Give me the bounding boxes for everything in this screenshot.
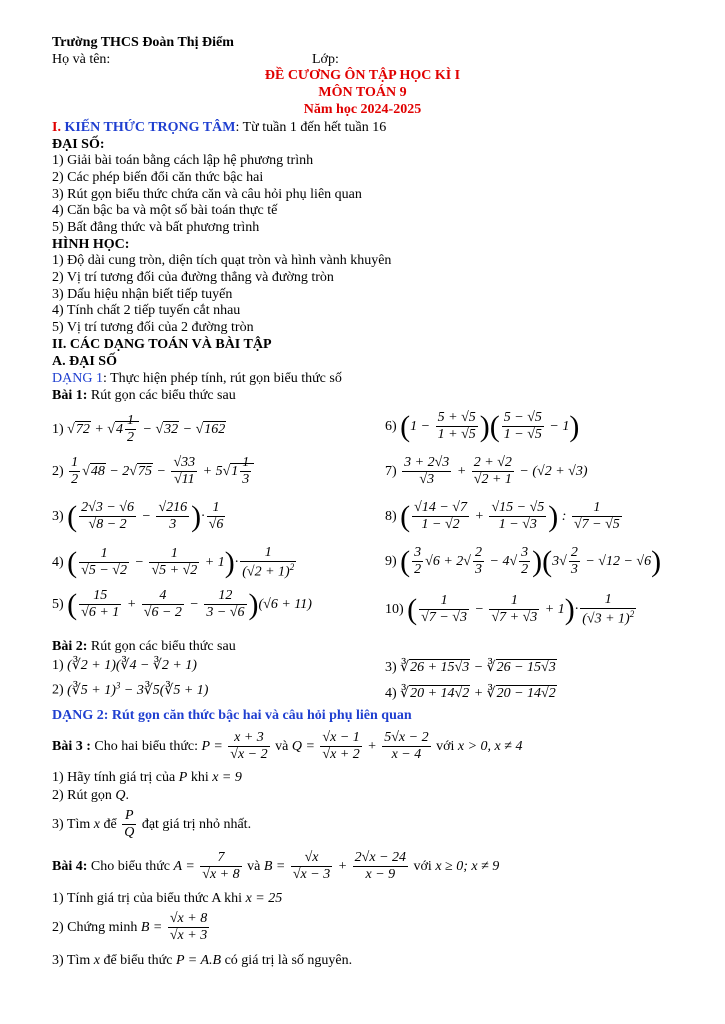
geometry-heading: HÌNH HỌC:: [52, 237, 130, 252]
section1-prefix: I.: [52, 120, 65, 135]
bai4-question-2: 2) Chứng minh B = $\frac{√x + 8}{√x + 3}$: [52, 911, 208, 944]
bai1-number: 10): [385, 602, 404, 618]
bai2-expr-3: 3) ∛26 + 15√3 − ∛26 − 15√3: [385, 660, 556, 675]
section2-title: II. CÁC DẠNG TOÁN VÀ BÀI TẬP: [52, 337, 272, 352]
bai1-number: 9): [385, 553, 397, 569]
algebra-item: 3) Rút gọn biểu thức chứa căn và câu hỏi phụ liên quan: [52, 187, 362, 202]
geometry-item: 5) Vị trí tương đối của 2 đường tròn: [52, 320, 254, 335]
bai3-statement: Bài 3 : Cho hai biểu thức: P = $\frac{x + 3}{√x - 2}$ và Q = $\frac{√x - 1}{√x + 2}$ + $\frac{5√x - 2}{x - 4}$ với x > 0, x ≠ 4: [52, 730, 523, 763]
bai1-label: Bài 1:: [52, 388, 88, 403]
bai2-expr-4: 4) ∛20 + 14√2 + ∛20 − 14√2: [385, 686, 556, 701]
geometry-item: 4) Tính chất 2 tiếp tuyến cắt nhau: [52, 303, 241, 318]
bai1-expr-4: 4) ( $\frac{1}{√5 - √2}$ − $\frac{1}{√5 + √2}$ + 1)· $\frac{1}{(√2 + 1)^2}$: [52, 545, 295, 580]
bai1-number: 4): [52, 555, 64, 571]
dang2-heading: DẠNG 2: Rút gọn căn thức bậc hai và câu hỏi phụ liên quan: [52, 708, 412, 723]
bai4-label: Bài 4:: [52, 858, 88, 874]
algebra-item: 2) Các phép biến đổi căn thức bậc hai: [52, 170, 264, 185]
bai3-question-2: 2) Rút gọn Q.: [52, 788, 130, 803]
bai2-expr-2: 2) (∛5 + 1)$^3$ − 3∛5(∛5 + 1): [52, 680, 209, 698]
bai1-number: 1): [52, 421, 64, 437]
dang1-text: : Thực hiện phép tính, rút gọn biểu thức số: [102, 371, 342, 386]
doc-title-3: Năm học 2024-2025: [303, 102, 422, 117]
bai1-expr-8: 8) ( $\frac{√14 - √7}{1 - √2}$ + $\frac{√15 - √5}{1 - √3}$ ) : $\frac{1}{√7 - √5}$: [385, 499, 620, 533]
bai4-statement: Bài 4: Cho biểu thức A = $\frac{7}{√x + 8}$ và B = $\frac{√x}{√x - 3}$ + $\frac{2√x - 24}{x - 9}$ với x ≥ 0; x ≠ 9: [52, 850, 500, 883]
bai1-expr-6: 6) (1 − $\frac{5 + √5}{1 + √5}$ )( $\frac{5 - √5}{1 - √5}$ − 1): [385, 409, 580, 443]
bai1-expr-1: 1) √72 + √4 $\frac{1}{2}$ − √32 − √162: [52, 413, 226, 446]
bai4-question-1: 1) Tính giá trị của biểu thức A khi x = 25: [52, 891, 283, 906]
bai2-number: 3): [385, 660, 397, 675]
bai2-expr-1: 1) (∛2 + 1)(∛4 − ∛2 + 1): [52, 658, 197, 673]
bai1-number: 2): [52, 463, 64, 479]
dang1-label: DẠNG 1: [52, 371, 103, 386]
name-label: Họ và tên:: [52, 52, 111, 67]
bai2-label: Bài 2:: [52, 639, 88, 654]
bai1-expr-7: 7) $\frac{3 + 2√3}{√3}$ + $\frac{2 + √2}{√2 + 1}$ − (√2 + √3): [385, 455, 588, 488]
bai3-with: với: [436, 738, 455, 754]
bai3-label: Bài 3 :: [52, 738, 91, 754]
bai2-text: Rút gọn các biểu thức sau: [87, 639, 236, 654]
algebra-heading: ĐẠI SỐ:: [52, 137, 105, 152]
bai1-expr-2: 2) $\frac{1}{2}$ √48 − 2√75 − $\frac{√33}{√11}$ + 5√1 $\frac{1}{3}$: [52, 455, 254, 488]
bai3-question-1: 1) Hãy tính giá trị của P khi x = 9: [52, 770, 242, 785]
bai4-and: và: [247, 858, 261, 874]
dang1-heading: [52, 371, 342, 388]
bai4-text: Cho biểu thức: [87, 858, 171, 874]
bai3-question-3: 3) Tìm x để $\frac{P}{Q}$ đạt giá trị nhỏ nhất.: [52, 808, 252, 841]
bai1-text: Rút gọn các biểu thức sau: [87, 388, 236, 403]
bai1-number: 3): [52, 508, 64, 524]
bai1-expr-10: 10) ( $\frac{1}{√7 - √3}$ − $\frac{1}{√7 + √3}$ + 1)· $\frac{1}{(√3 + 1)^2}$: [385, 592, 635, 627]
school-name: Trường THCS Đoàn Thị Điểm: [52, 35, 234, 50]
bai1-expr-5: 5) ( $\frac{15}{√6 + 1}$ + $\frac{4}{√6 - 2}$ − $\frac{12}{3 - √6}$ )(√6 + 11): [52, 587, 312, 621]
bai1-number: 5): [52, 596, 64, 612]
algebra-item: 4) Căn bậc ba và một số bài toán thực tế: [52, 203, 278, 218]
bai2-number: 1): [52, 658, 64, 673]
doc-title-2: MÔN TOÁN 9: [318, 85, 407, 100]
bai3-and: và: [275, 738, 289, 754]
algebra-item: 5) Bất đẳng thức và bất phương trình: [52, 220, 260, 235]
bai2-heading: [52, 639, 236, 656]
algebra-item: 1) Giải bài toán bằng cách lập hệ phương trình: [52, 153, 314, 168]
geometry-item: 2) Vị trí tương đối của đường thẳng và đường tròn: [52, 270, 334, 285]
bai3-text: Cho hai biểu thức:: [90, 738, 199, 754]
doc-title-1: ĐỀ CƯƠNG ÔN TẬP HỌC KÌ I: [264, 68, 461, 83]
bai1-expr-9: 9) ( $\frac{3}{2}$ √6 + 2√ $\frac{2}{3}$ − 4√ $\frac{3}{2}$ )(3√ $\frac{2}{3}$ − √12 − √6): [385, 544, 662, 578]
bai1-heading: [52, 388, 236, 405]
section1-title: KIẾN THỨC TRỌNG TÂM: [64, 120, 236, 135]
bai1-number: 6): [385, 418, 397, 434]
section2-sub-a: A. ĐẠI SỐ: [52, 354, 117, 369]
geometry-item: 3) Dấu hiệu nhận biết tiếp tuyến: [52, 287, 233, 302]
bai4-question-3: 3) Tìm x để biểu thức P = A.B có giá trị là số nguyên.: [52, 953, 353, 968]
bai1-expr-3: 3) ( $\frac{2√3 - √6}{√8 - 2}$ − $\frac{√216}{3}$ )· $\frac{1}{√6}$: [52, 499, 224, 533]
bai2-number: 2): [52, 682, 64, 698]
bai4-with: với: [413, 858, 432, 874]
class-label: Lớp:: [312, 52, 339, 67]
section1-rest: : Từ tuần 1 đến hết tuần 16: [235, 120, 387, 135]
geometry-item: 1) Độ dài cung tròn, diện tích quạt tròn và hình vành khuyên: [52, 253, 392, 268]
bai2-number: 4): [385, 686, 397, 701]
bai1-number: 7): [385, 463, 397, 479]
bai1-number: 8): [385, 508, 397, 524]
section1-heading: [52, 120, 386, 137]
